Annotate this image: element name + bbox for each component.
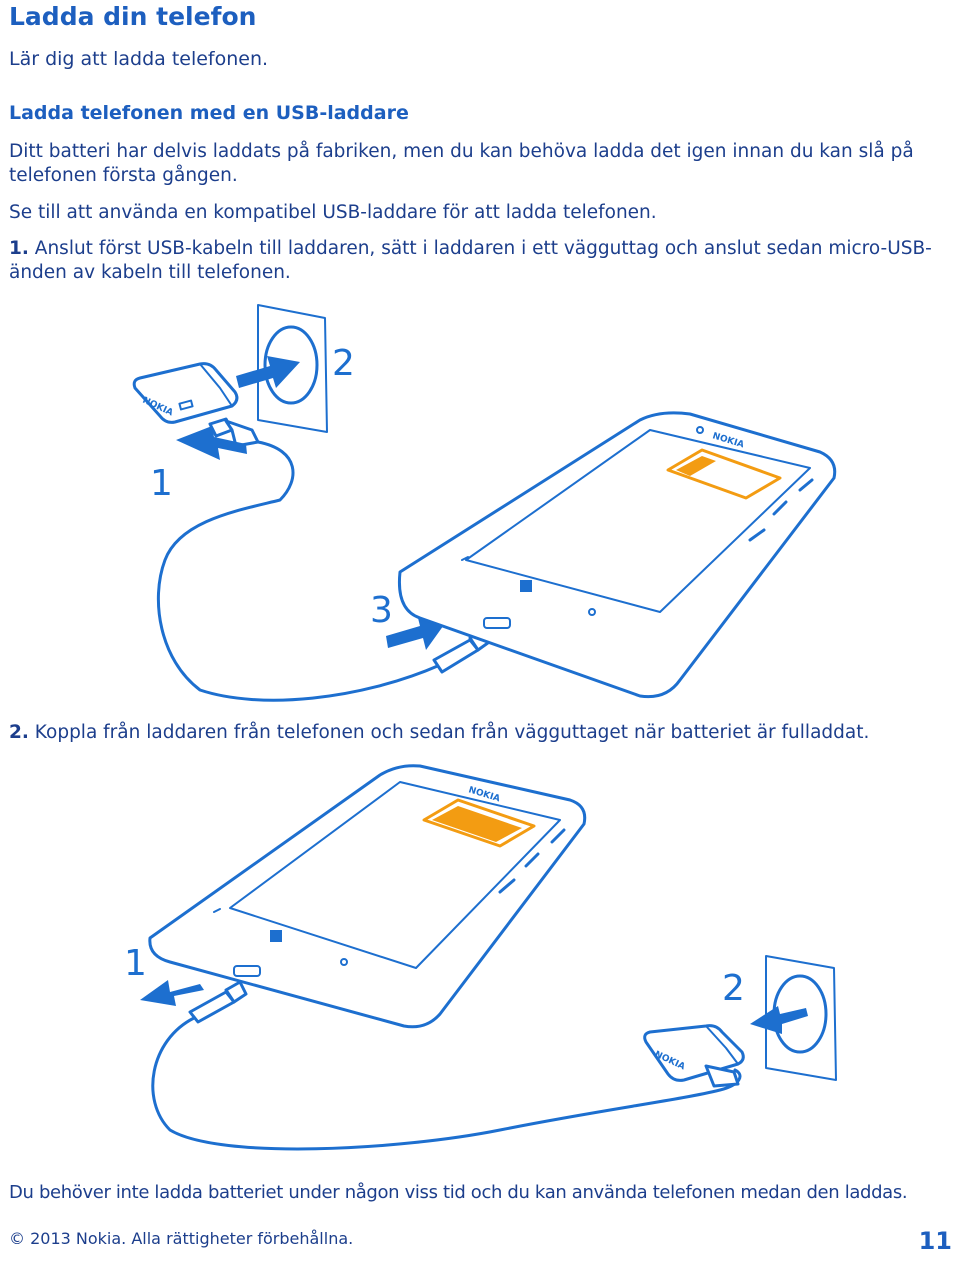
usb-cable (158, 442, 440, 700)
step-2-number: 2. (9, 722, 29, 743)
phone-nokia-logo: NOKIA (711, 431, 746, 451)
page-number: 11 (918, 1227, 952, 1255)
intro-paragraph: Ditt batteri har delvis laddats på fabriken, men du kan behöva ladda det igen innan du kan slå på telefonen första gången. (9, 141, 914, 186)
nokia-logo: NOKIA (140, 395, 175, 419)
nokia-logo-2: NOKIA (652, 1049, 687, 1073)
callout-2b: 2 (722, 968, 745, 1009)
step-1-text: Anslut först USB-kabeln till laddaren, sätt i laddaren i ett vägguttag och anslut sedan micro-USB-änden av kabeln till telefonen. (9, 238, 932, 283)
footer-note: Du behöver inte ladda batteriet under någon viss tid och du kan använda telefonen medan den laddas. (9, 1182, 908, 1203)
charger-2 (645, 1026, 744, 1086)
charger (134, 364, 237, 423)
step-2 (9, 721, 869, 745)
step-2-text: Koppla från laddaren från telefonen och sedan från vägguttaget när batteriet är fulladdat. (34, 722, 870, 743)
disconnect-illustration (0, 755, 960, 1175)
callout-1b: 1 (124, 943, 147, 984)
phone-2 (150, 766, 585, 1027)
charging-illustration (0, 295, 960, 715)
arrow-1b (140, 980, 204, 1006)
section-heading: Ladda telefonen med en USB-laddare (9, 102, 409, 124)
step-1-number: 1. (9, 238, 29, 259)
callout-3: 3 (370, 590, 393, 631)
windows-key-icon-2 (270, 930, 282, 942)
windows-key-icon (520, 580, 532, 592)
copyright: © 2013 Nokia. Alla rättigheter förbehållna. (9, 1229, 354, 1248)
callout-2: 2 (332, 343, 355, 384)
step-1 (9, 237, 954, 285)
page-title: Ladda din telefon (9, 2, 257, 31)
phone-2-nokia-logo: NOKIA (467, 785, 502, 805)
compat-note: Se till att använda en kompatibel USB-laddare för att ladda telefonen. (9, 202, 657, 223)
callout-1: 1 (150, 463, 173, 504)
page-subtitle: Lär dig att ladda telefonen. (9, 48, 269, 70)
